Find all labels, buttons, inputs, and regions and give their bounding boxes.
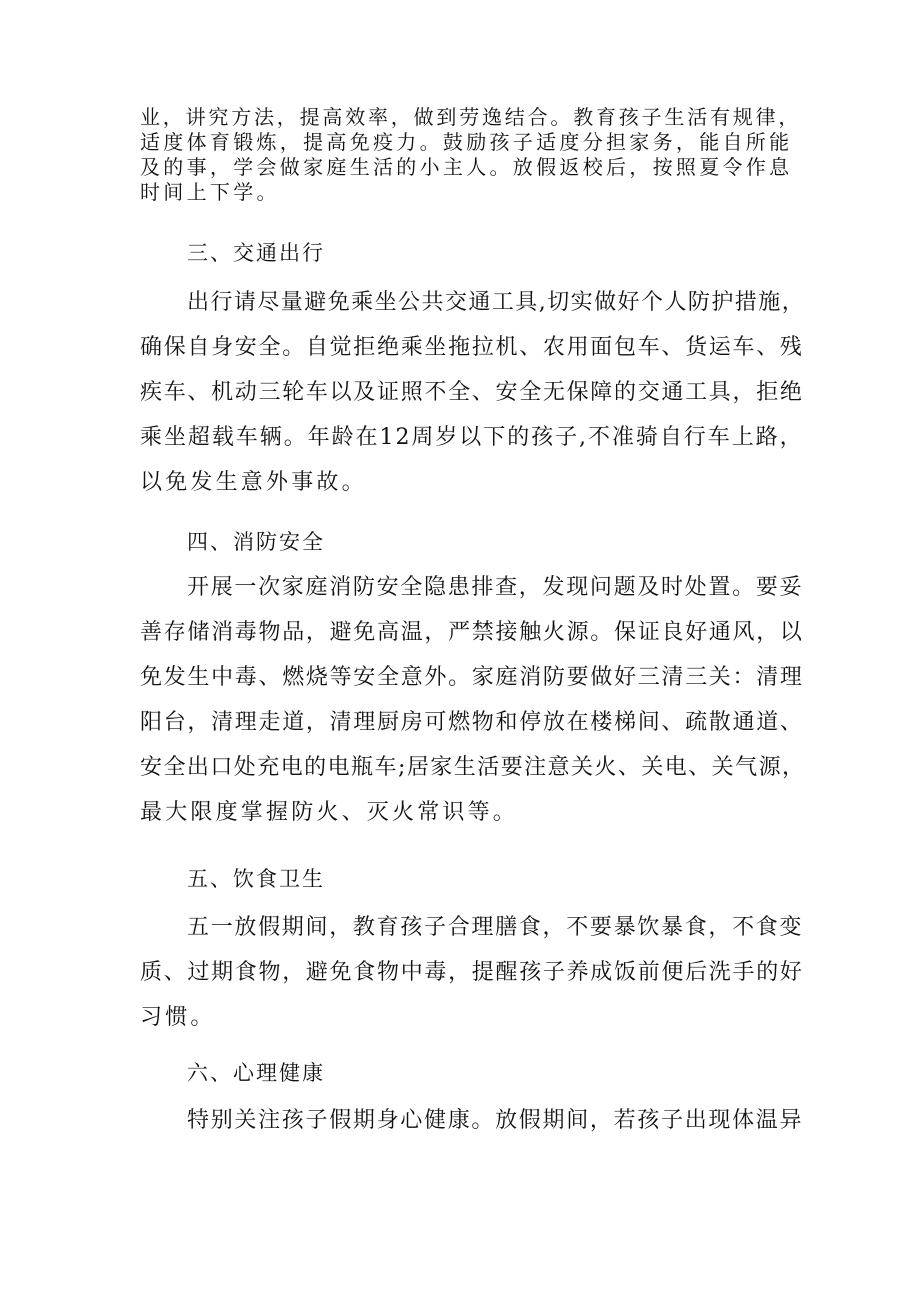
intro-paragraph: [140, 105, 800, 205]
paragraph-line: 最大限度掌握防火、灭火常识等。: [140, 800, 519, 825]
paragraph-line: 业，讲究方法，提高效率，做到劳逸结合。教育孩子生活有规律，: [140, 105, 802, 129]
paragraph-line: 疾车、机动三轮车以及证照不全、安全无保障的交通工具，拒绝: [140, 380, 804, 405]
section-paragraph-traffic: [140, 280, 806, 505]
paragraph-line: 确保自身安全。自觉拒绝乘坐拖拉机、农用面包车、货运车、残: [140, 335, 804, 360]
paragraph-line: 特别关注孩子假期身心健康。放假期间，若孩子出现体温异: [187, 1108, 804, 1133]
paragraph-line: 以免发生意外事故。: [140, 470, 367, 495]
paragraph-line: 习惯。: [140, 1005, 216, 1030]
paragraph-line: 五一放假期间，教育孩子合理膳食，不要暴饮暴食，不食变: [187, 915, 804, 940]
section-title: 四、消防安全: [187, 530, 325, 554]
paragraph-line: 安全出口处充电的电瓶车;居家生活要注意关火、关电、关气源，: [140, 755, 806, 780]
paragraph-line: 善存储消毒物品，避免高温，严禁接触火源。保证良好通风，以: [140, 620, 804, 645]
paragraph-line: 乘坐超载车辆。年龄在12周岁以下的孩子,不准骑自行车上路，: [140, 425, 804, 450]
paragraph-line: 时间上下学。: [140, 180, 280, 204]
paragraph-line: 免发生中毒、燃烧等安全意外。家庭消防要做好三清三关：清理: [140, 665, 804, 690]
section-paragraph-mental-health: [140, 1098, 804, 1143]
section-title: 五、饮食卫生: [187, 867, 325, 891]
paragraph-line: 及的事，学会做家庭生活的小主人。放假返校后，按照夏令作息: [140, 155, 793, 179]
section-title: 六、心理健康: [187, 1061, 325, 1085]
paragraph-line: 适度体育锻炼，提高免疫力。鼓励孩子适度分担家务，能自所能: [140, 130, 793, 154]
section-heading-mental-health: [140, 1058, 800, 1088]
section-heading-traffic: [140, 238, 800, 268]
paragraph-line: 阳台，清理走道，清理厨房可燃物和停放在楼梯间、疏散通道、: [140, 710, 804, 735]
section-heading-fire-safety: [140, 527, 800, 557]
paragraph-line: 开展一次家庭消防安全隐患排查，发现问题及时处置。要妥: [187, 575, 804, 600]
section-title: 三、交通出行: [187, 241, 325, 265]
section-paragraph-food-hygiene: [140, 905, 804, 1040]
paragraph-line: 出行请尽量避免乘坐公共交通工具,切实做好个人防护措施，: [187, 290, 806, 315]
section-paragraph-fire-safety: [140, 565, 806, 835]
section-heading-food-hygiene: [140, 864, 800, 894]
paragraph-line: 质、过期食物，避免食物中毒，提醒孩子养成饭前便后洗手的好: [140, 960, 804, 985]
